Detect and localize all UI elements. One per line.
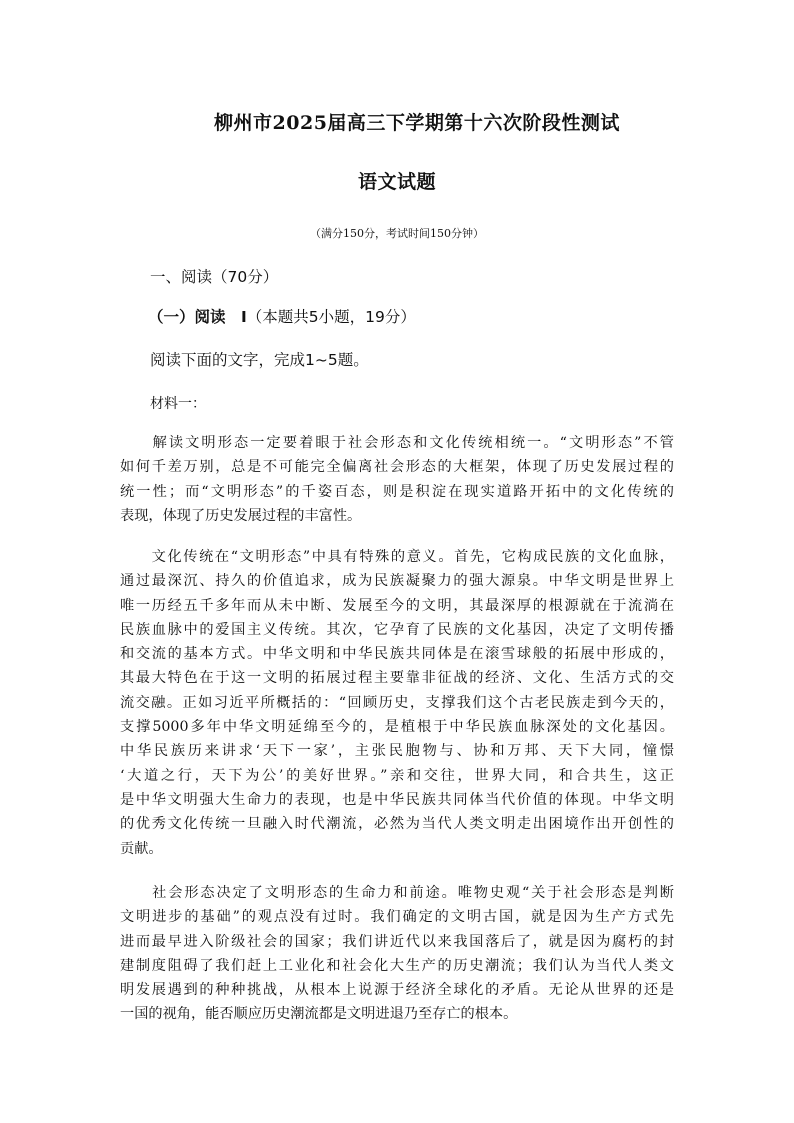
paragraph-line: ‘大道之行，天下为公’的美好世界。”亲和交往，世界大同，和合共生，这正 bbox=[120, 767, 674, 784]
score-time-note: （满分150分，考试时间150分钟） bbox=[310, 227, 484, 240]
paragraph-line: 明发展遇到的种种挑战，从根本上说源于经济全球化的矛盾。无论从世界的还是 bbox=[120, 982, 674, 999]
paragraph-line: 通过最深沉、持久的价值追求，成为民族凝聚力的强大源泉。中华文明是世界上 bbox=[120, 573, 674, 590]
paragraph-line: 其最大特色在于这一文明的拓展过程主要靠非征战的经济、文化、生活方式的交 bbox=[120, 670, 674, 687]
paragraph-line: 和交流的基本方式。中华文明和中华民族共同体是在滚雪球般的拓展中形成的， bbox=[120, 646, 674, 663]
paragraph-1 bbox=[120, 431, 674, 528]
paragraph-line: 中华民族历来讲求‘天下一家’，主张民胞物与、协和万邦、天下大同，憧憬 bbox=[120, 743, 674, 760]
reading-instruction: 阅读下面的文字，完成1~5题。 bbox=[150, 351, 369, 369]
paragraph-line: 文明进步的基础”的观点没有过时。我们确定的文明古国，就是因为生产方式先 bbox=[120, 909, 674, 926]
paragraph-line: 表现，体现了历史发展过程的丰富性。 bbox=[120, 507, 362, 524]
paragraph-line: 如何千差万别，总是不可能完全偏离社会形态的大框架，体现了历史发展过程的 bbox=[120, 459, 674, 476]
material-label: 材料一： bbox=[150, 396, 206, 412]
section-heading: 一、阅读（70分） bbox=[150, 268, 279, 286]
subsection-heading-bold: （一）阅读 Ⅰ bbox=[148, 308, 247, 326]
paragraph-line: 支撑5000多年中华文明延绵至今的，是植根于中华民族血脉深处的文化基因。 bbox=[120, 719, 674, 736]
paragraph-2 bbox=[120, 545, 674, 861]
paragraph-line: 贡献。 bbox=[120, 840, 163, 857]
paragraph-line: 社会形态决定了文明形态的生命力和前途。唯物史观“关于社会形态是判断 bbox=[120, 885, 674, 901]
paragraph-line: 是中华文明强大生命力的表现，也是中华民族共同体当代价值的体现。中华文明 bbox=[120, 791, 674, 808]
subsection-heading bbox=[148, 305, 416, 327]
paragraph-line: 文化传统在“文明形态”中具有特殊的意义。首先，它构成民族的文化血脉， bbox=[120, 549, 674, 565]
paragraph-line: 唯一历经五千多年而从未中断、发展至今的文明，其最深厚的根源就在于流淌在 bbox=[120, 597, 674, 614]
paragraph-line: 流交融。正如习近平所概括的：“回顾历史，支撑我们这个古老民族走到今天的， bbox=[120, 694, 674, 711]
subsection-heading-rest: （本题共5小题，19分） bbox=[246, 308, 416, 326]
paragraph-line: 民族血脉中的爱国主义传统。其次，它孕育了民族的文化基因，决定了文明传播 bbox=[120, 621, 674, 638]
paragraph-line: 解读文明形态一定要着眼于社会形态和文化传统相统一。“文明形态”不管 bbox=[120, 435, 674, 451]
paragraph-line: 进而最早进入阶级社会的国家；我们讲近代以来我国落后了，就是因为腐朽的封 bbox=[120, 933, 674, 950]
exam-title: 柳州市2025届高三下学期第十六次阶段性测试 bbox=[214, 112, 620, 134]
paragraph-line: 的优秀文化传统一旦融入时代潮流，必然为当代人类文明走出困境作出开创性的 bbox=[120, 816, 674, 833]
exam-subtitle: 语文试题 bbox=[357, 171, 436, 193]
paragraph-line: 一国的视角，能否顺应历史潮流都是文明进退乃至存亡的根本。 bbox=[120, 1006, 518, 1023]
paragraph-line: 建制度阻碍了我们赶上工业化和社会化大生产的历史潮流；我们认为当代人类文 bbox=[120, 957, 674, 974]
paragraph-line: 统一性；而“文明形态”的千姿百态，则是积淀在现实道路开拓中的文化传统的 bbox=[120, 483, 674, 500]
paragraph-3 bbox=[120, 881, 674, 1027]
